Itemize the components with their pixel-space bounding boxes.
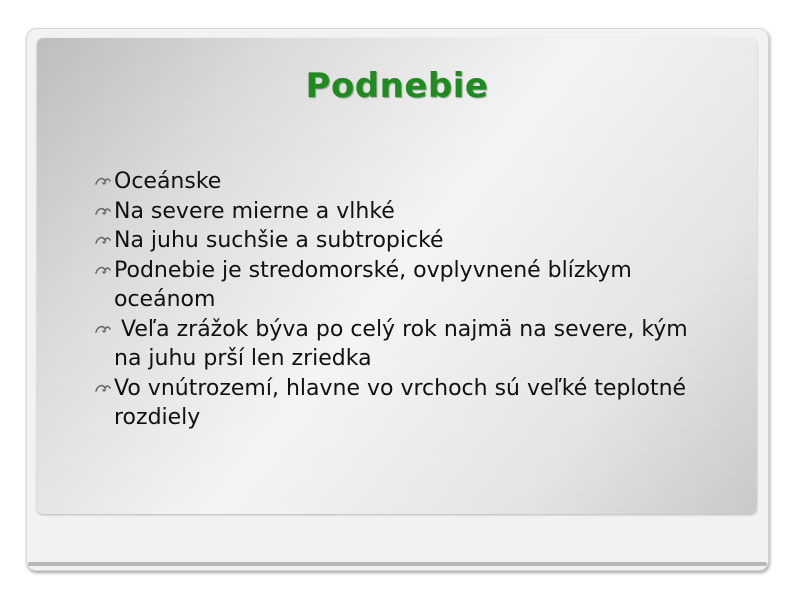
wave-curl-icon bbox=[94, 374, 112, 403]
wave-curl-icon bbox=[94, 256, 112, 285]
slide-title: Podnebie bbox=[305, 66, 489, 106]
bullet-text: Veľa zrážok býva po celý rok najmä na severe, kým na juhu prší len zriedka bbox=[114, 316, 695, 371]
wave-curl-icon bbox=[94, 315, 112, 344]
wave-curl-icon bbox=[94, 197, 112, 226]
bullet-text: Vo vnútrozemí, hlavne vo vrchoch sú veľké teplotné rozdiely bbox=[114, 375, 687, 430]
bullet-text: Oceánske bbox=[114, 169, 222, 194]
bullet-text: Na severe mierne a vlhké bbox=[114, 198, 395, 224]
list-item bbox=[94, 256, 694, 315]
bullet-list bbox=[94, 167, 694, 433]
bullet-text: Na juhu suchšie a subtropické bbox=[114, 228, 444, 253]
list-item bbox=[94, 226, 694, 256]
slide-bottom-edge bbox=[28, 562, 767, 566]
list-item bbox=[94, 374, 694, 433]
list-item bbox=[94, 197, 694, 227]
wave-curl-icon bbox=[94, 167, 112, 196]
list-item bbox=[94, 167, 694, 197]
bullet-text: Podnebie je stredomorské, ovplyvnené blízkym oceánom bbox=[114, 257, 632, 312]
wave-curl-icon bbox=[94, 226, 112, 255]
list-item bbox=[94, 315, 694, 374]
